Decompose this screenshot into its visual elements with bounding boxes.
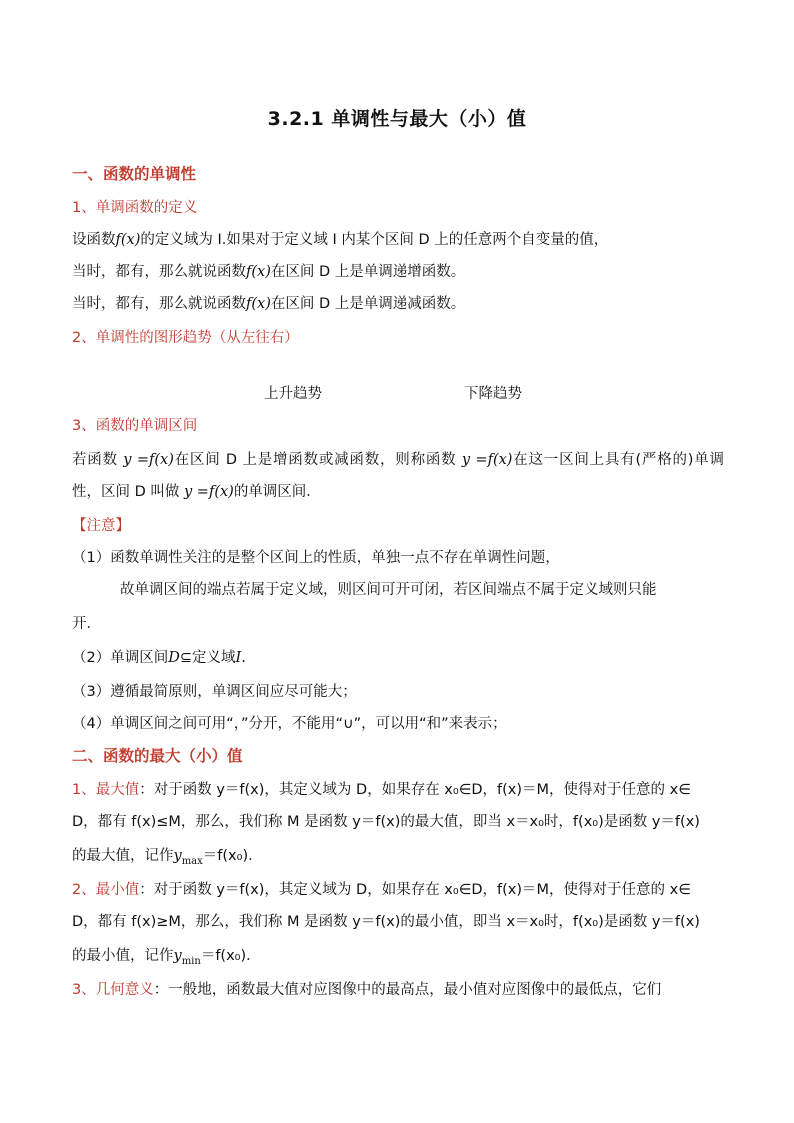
text: 若函数 <box>72 452 118 468</box>
page-title: 3.2.1 单调性与最大（小）值 <box>267 108 527 130</box>
text: ＝f(x₀)． <box>202 848 263 864</box>
math-y-fx: y =f(x) <box>184 484 234 500</box>
text: 的定义域为 I.如果对于定义域 I 内某个区间 D 上的任意两个自变量的值， <box>140 232 609 248</box>
text: ＝f(x₀)． <box>200 948 261 964</box>
max-line-1 <box>72 780 724 800</box>
interval-line-1 <box>72 450 724 470</box>
text: ：一般地，函数最大值对应图像中的最高点，最小值对应图像中的最低点，它们 <box>153 982 662 998</box>
increasing-line <box>72 262 724 282</box>
text: 在区间 D 上是单调递减函数。 <box>270 296 466 312</box>
min-line-2: D，都有 f(x)≥M，那么，我们称 M 是函数 y＝f(x)的最小值，即当 x＝x₀时，f(x₀)是函数 y＝f(x) <box>72 914 700 930</box>
text: ：对于函数 y＝f(x)，其定义域为 D，如果存在 x₀∈D，f(x)＝M，使得对于任意的 x∈ <box>139 882 691 898</box>
definition-line <box>72 230 724 250</box>
section2-heading: 二、函数的最大（小）值 <box>72 747 243 765</box>
max-label: 1、最大值 <box>72 782 140 798</box>
text: 在区间 D 上是单调递增函数。 <box>270 264 466 280</box>
math-i: I. <box>235 650 246 666</box>
note-4: （4）单调区间之间可用“，”分开，不能用“∪”，可以用“和”来表示； <box>72 716 507 732</box>
math-fx: f(x) <box>246 264 271 280</box>
trend-down-label: 下降趋势 <box>464 386 522 402</box>
text: 当时，都有，那么就说函数 <box>72 264 246 280</box>
geometry-label: 3、几何意义 <box>72 982 154 998</box>
text: 的最大值，记作 <box>72 848 174 864</box>
max-line-2: D，都有 f(x)≤M，那么，我们称 M 是函数 y＝f(x)的最大值，即当 x＝x₀时，f(x₀)是函数 y＝f(x) <box>72 814 700 830</box>
subscript-max: max <box>181 855 203 867</box>
sub-heading-definition: 1、单调函数的定义 <box>72 200 198 216</box>
math-d: D <box>168 650 180 666</box>
min-line-1 <box>72 880 724 900</box>
max-line-3 <box>72 846 724 866</box>
text: 在区间 D 上是增函数或减函数，则称函数 <box>173 452 457 468</box>
note-3: （3）遵循最简原则，单调区间应尽可能大； <box>72 684 357 700</box>
text: ：对于函数 y＝f(x)，其定义域为 D，如果存在 x₀∈D，f(x)＝M，使得对于任意的 x∈ <box>139 782 691 798</box>
note-1-end: 开． <box>72 616 101 632</box>
text: 的单调区间． <box>233 484 321 500</box>
min-line-3 <box>72 946 724 966</box>
math-fx: f(x) <box>115 232 141 248</box>
math-y-fx: y =f(x) <box>461 452 513 468</box>
note-2 <box>72 648 724 668</box>
math-y-fx: y =f(x) <box>123 452 174 468</box>
notes-heading: 【注意】 <box>72 518 130 534</box>
text: 性，区间 D 叫做 <box>72 484 180 500</box>
text: 当时，都有，那么就说函数 <box>72 296 246 312</box>
math-fx: f(x) <box>246 296 271 312</box>
note-1: （1）函数单调性关注的是整个区间上的性质，单独一点不存在单调性问题， <box>72 550 560 566</box>
geometry-line-1 <box>72 980 724 1000</box>
text: ⊆定义域 <box>179 650 236 666</box>
trend-up-label: 上升趋势 <box>264 386 322 402</box>
interval-line-2 <box>72 482 724 502</box>
math-y: y <box>173 948 182 964</box>
text: 设函数 <box>72 232 116 248</box>
sub-heading-trend: 2、单调性的图形趋势（从左往右） <box>72 330 299 346</box>
text: 在这一区间上具有(严格的)单调 <box>512 452 725 468</box>
note-1-continued: 故单调区间的端点若属于定义域，则区间可开可闭，若区间端点不属于定义域则只能 <box>120 582 657 598</box>
sub-heading-interval: 3、函数的单调区间 <box>72 418 198 434</box>
text: （2）单调区间 <box>72 650 169 666</box>
min-label: 2、最小值 <box>72 882 140 898</box>
math-y: y <box>173 848 182 864</box>
decreasing-line <box>72 294 724 314</box>
section1-heading: 一、函数的单调性 <box>72 165 197 183</box>
text: 的最小值，记作 <box>72 948 174 964</box>
subscript-min: min <box>181 955 201 967</box>
